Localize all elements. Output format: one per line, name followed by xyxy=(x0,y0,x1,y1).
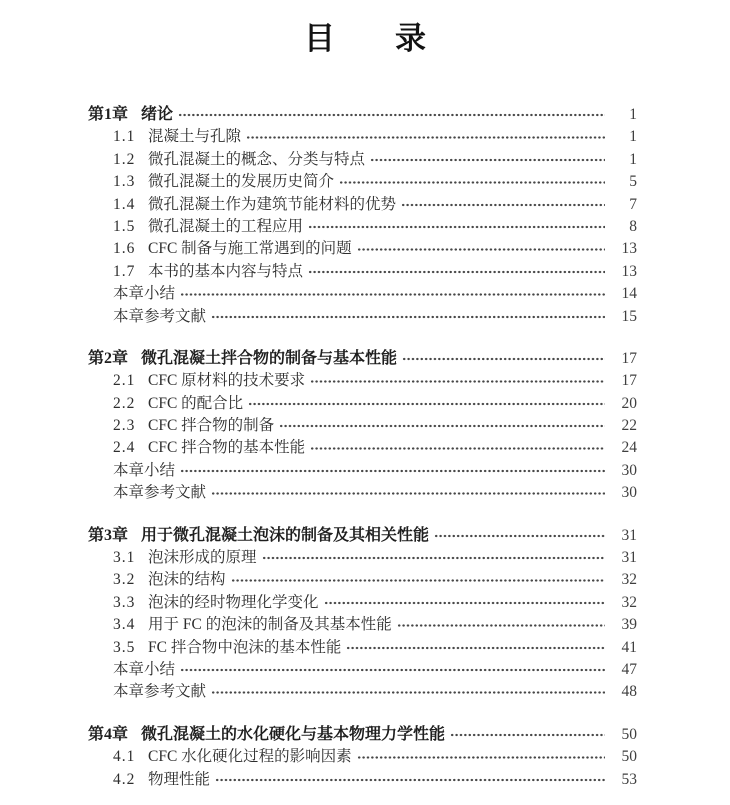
chapter-title: 微孔混凝土的水化硬化与基本物理力学性能 xyxy=(141,725,446,743)
toc-entry-row xyxy=(88,283,637,305)
page-number: 1 xyxy=(629,106,637,123)
chapter-title: 绪论 xyxy=(141,106,174,123)
toc-entry-row xyxy=(88,370,637,392)
entry-number: 3.4 xyxy=(113,616,136,634)
toc-chapter-row xyxy=(88,104,637,126)
toc-entry-row xyxy=(88,746,637,768)
entry-number: 1.5 xyxy=(113,217,136,235)
entry-title: 本书的基本内容与特点 xyxy=(148,262,304,280)
page-number: 32 xyxy=(621,593,637,611)
page-number: 50 xyxy=(621,748,637,766)
entry-title: 泡沫形成的原理 xyxy=(148,549,257,567)
entry-title: 本章小结 xyxy=(113,285,176,303)
chapter-number: 第4章 xyxy=(88,725,129,743)
entry-number: 2.4 xyxy=(113,439,136,457)
toc-entry-row xyxy=(88,592,637,614)
toc-entry-row xyxy=(88,216,637,238)
toc-entry-row xyxy=(88,659,637,681)
entry-title: CFC 制备与施工常遇到的问题 xyxy=(148,240,352,258)
page-number: 50 xyxy=(621,725,637,743)
chapter-title: 微孔混凝土拌合物的制备与基本性能 xyxy=(141,349,398,367)
dot-leader xyxy=(215,769,605,791)
page-number: 22 xyxy=(621,417,637,435)
entry-title: 用于 FC 的泡沫的制备及其基本性能 xyxy=(148,616,392,634)
entry-title: CFC 水化硬化过程的影响因素 xyxy=(148,748,352,766)
toc-entry-row xyxy=(88,569,637,591)
dot-leader xyxy=(357,746,605,768)
toc-entry-row xyxy=(88,482,637,504)
page-number: 31 xyxy=(621,549,637,567)
entry-title: 微孔混凝土作为建筑节能材料的优势 xyxy=(148,195,397,213)
dot-leader xyxy=(279,415,605,437)
entry-title: 微孔混凝土的工程应用 xyxy=(148,217,304,235)
page-number: 48 xyxy=(621,683,637,701)
dot-leader xyxy=(211,306,605,328)
entry-title: 物理性能 xyxy=(148,770,211,788)
entry-number: 2.1 xyxy=(113,372,136,390)
page-number: 39 xyxy=(621,616,637,634)
toc-entry-row xyxy=(88,194,637,216)
dot-leader xyxy=(231,569,605,591)
chapter-number: 第1章 xyxy=(88,106,129,123)
entry-title: 混凝土与孔隙 xyxy=(148,128,242,146)
dot-leader xyxy=(180,659,605,681)
toc-entry-row xyxy=(88,681,637,703)
page-number: 20 xyxy=(621,394,637,412)
chapter-number: 第3章 xyxy=(88,526,129,544)
dot-leader xyxy=(308,261,605,283)
page-number: 47 xyxy=(621,660,637,678)
page-number: 17 xyxy=(621,349,637,367)
entry-number: 4.1 xyxy=(113,748,136,766)
toc-entry-row xyxy=(88,238,637,260)
dot-leader xyxy=(248,393,605,415)
dot-leader xyxy=(262,547,605,569)
toc-entry-row xyxy=(88,460,637,482)
toc-entry-row xyxy=(88,769,637,791)
toc-chapter-row xyxy=(88,348,637,370)
entry-number: 3.5 xyxy=(113,638,136,656)
toc-entry-row xyxy=(88,261,637,283)
page-number: 7 xyxy=(629,195,637,213)
toc-list xyxy=(88,104,637,791)
page-number: 13 xyxy=(621,240,637,258)
entry-number: 1.6 xyxy=(113,240,136,258)
toc-entry-row xyxy=(88,637,637,659)
entry-number: 3.3 xyxy=(113,593,136,611)
entry-title: CFC 拌合物的基本性能 xyxy=(148,439,306,457)
toc-entry-row xyxy=(88,393,637,415)
dot-leader xyxy=(310,370,605,392)
entry-title: 微孔混凝土的发展历史简介 xyxy=(148,173,335,191)
dot-leader xyxy=(308,216,605,238)
dot-leader xyxy=(310,437,605,459)
page-title-char-1: 目 xyxy=(304,21,335,56)
entry-title: FC 拌合物中泡沫的基本性能 xyxy=(148,638,342,656)
entry-number: 1.7 xyxy=(113,262,136,280)
page-number: 5 xyxy=(629,173,637,191)
page-number: 13 xyxy=(621,262,637,280)
entry-title: 本章参考文献 xyxy=(113,307,207,325)
toc-section xyxy=(88,724,637,791)
toc-section xyxy=(88,104,637,328)
entry-title: CFC 原材料的技术要求 xyxy=(148,372,306,390)
chapter-number: 第2章 xyxy=(88,349,129,367)
page-number: 30 xyxy=(621,461,637,479)
page-number: 24 xyxy=(621,439,637,457)
entry-title: CFC 的配合比 xyxy=(148,394,244,412)
dot-leader xyxy=(397,614,605,636)
entry-number: 2.3 xyxy=(113,417,136,435)
toc-entry-row xyxy=(88,415,637,437)
page-number: 53 xyxy=(621,770,637,788)
entry-number: 1.1 xyxy=(113,128,136,146)
dot-leader xyxy=(180,460,605,482)
toc-entry-row xyxy=(88,614,637,636)
page-number: 14 xyxy=(621,285,637,303)
toc-chapter-row xyxy=(88,724,637,746)
dot-leader xyxy=(178,104,605,126)
dot-leader xyxy=(339,171,605,193)
entry-title: 本章参考文献 xyxy=(113,683,207,701)
dot-leader xyxy=(246,126,605,148)
page-number: 1 xyxy=(629,128,637,146)
entry-title: 微孔混凝土的概念、分类与特点 xyxy=(148,150,366,168)
toc-entry-row xyxy=(88,306,637,328)
entry-number: 1.3 xyxy=(113,173,136,191)
entry-number: 3.1 xyxy=(113,549,136,567)
dot-leader xyxy=(324,592,605,614)
page-number: 32 xyxy=(621,571,637,589)
entry-number: 4.2 xyxy=(113,770,136,788)
page-number: 1 xyxy=(629,150,637,168)
toc-entry-row xyxy=(88,171,637,193)
dot-leader xyxy=(370,149,605,171)
toc-entry-row xyxy=(88,149,637,171)
dot-leader xyxy=(450,724,605,746)
chapter-title: 用于微孔混凝土泡沫的制备及其相关性能 xyxy=(141,526,430,544)
toc-entry-row xyxy=(88,547,637,569)
entry-number: 3.2 xyxy=(113,571,136,589)
toc-chapter-row xyxy=(88,525,637,547)
dot-leader xyxy=(434,525,605,547)
dot-leader xyxy=(402,348,605,370)
dot-leader xyxy=(357,238,605,260)
toc-section xyxy=(88,348,637,505)
entry-title: 泡沫的经时物理化学变化 xyxy=(148,593,319,611)
entry-title: 本章小结 xyxy=(113,660,176,678)
toc-section xyxy=(88,525,637,704)
dot-leader xyxy=(211,482,605,504)
page-number: 17 xyxy=(621,372,637,390)
page-title-char-2: 录 xyxy=(395,21,426,56)
page-title xyxy=(0,0,730,55)
entry-title: 泡沫的结构 xyxy=(148,571,226,589)
page-number: 31 xyxy=(621,526,637,544)
dot-leader xyxy=(180,283,605,305)
page-number: 8 xyxy=(629,217,637,235)
dot-leader xyxy=(211,681,605,703)
entry-number: 2.2 xyxy=(113,394,136,412)
toc-entry-row xyxy=(88,126,637,148)
page-number: 30 xyxy=(621,484,637,502)
entry-number: 1.4 xyxy=(113,195,136,213)
dot-leader xyxy=(346,637,605,659)
dot-leader xyxy=(401,194,605,216)
entry-title: 本章参考文献 xyxy=(113,484,207,502)
page-number: 15 xyxy=(621,307,637,325)
entry-title: 本章小结 xyxy=(113,461,176,479)
entry-number: 1.2 xyxy=(113,150,136,168)
entry-title: CFC 拌合物的制备 xyxy=(148,417,275,435)
toc-entry-row xyxy=(88,437,637,459)
page-number: 41 xyxy=(621,638,637,656)
